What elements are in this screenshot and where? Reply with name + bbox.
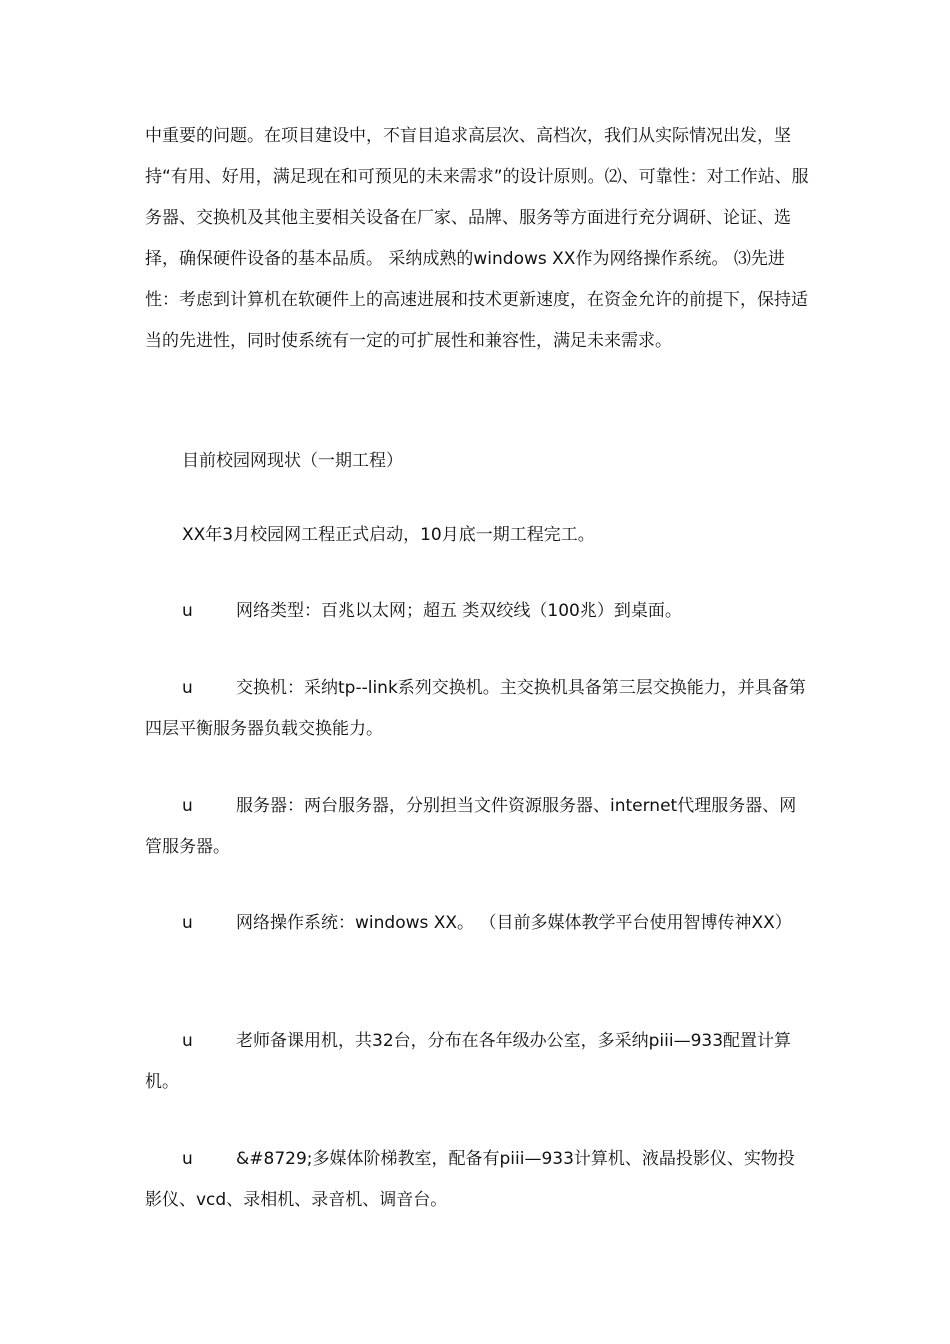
bullet-text: 服务器：两台服务器，分别担当文件资源服务器、internet代理服务器、网管服务器。 bbox=[145, 796, 797, 857]
bullet-text: 老师备课用机，共32台，分布在各年级办公室，多采纳piii—933配置计算机。 bbox=[145, 1031, 792, 1092]
bullet-text: 网络操作系统：windows XX。 （目前多媒体教学平台使用智博传神XX） bbox=[236, 913, 792, 933]
bullet-text: 网络类型：百兆以太网；超五 类双绞线（100兆）到桌面。 bbox=[236, 601, 682, 621]
bullet-teacher-computers bbox=[145, 1021, 810, 1103]
section-heading: 目前校园网现状（一期工程） bbox=[182, 451, 403, 471]
bullet-marker: u bbox=[182, 601, 193, 621]
bullet-servers bbox=[145, 786, 810, 868]
intro-paragraph: 中重要的问题。在项目建设中，不盲目追求高层次、高档次，我们从实际情况出发，坚持“有用、好用，满足现在和可预见的未来需求”的设计原则。⑵、可靠性：对工作站、服务器、交换机及其他主要相关设备在厂家、品牌、服务等方面进行充分调研、论证、选择，确保硬件设备的基本品质。 采纳成熟的windows XX作为网络操作系统。 ⑶先进性：考虑到计算机在软硬件上的高速进展和技术更新速度，在资金允许的前提下，保持适当的先进性，同时使系统有一定的可扩展性和兼容性，满足未来需求。 bbox=[145, 126, 809, 351]
bullet-marker: u bbox=[182, 913, 193, 933]
bullet-marker: u bbox=[182, 1031, 193, 1051]
bullet-marker: u bbox=[182, 796, 193, 816]
bullet-network-type bbox=[145, 591, 810, 632]
bullet-switch bbox=[145, 668, 810, 750]
bullet-text: &#8729;多媒体阶梯教室，配备有piii—933计算机、液晶投影仪、实物投影仪、vcd、录相机、录音机、调音台。 bbox=[145, 1149, 795, 1210]
bullet-marker: u bbox=[182, 678, 193, 698]
bullet-multimedia-classroom bbox=[145, 1139, 810, 1221]
project-start-paragraph: XX年3月校园网工程正式启动，10月底一期工程完工。 bbox=[182, 525, 595, 545]
bullet-marker: u bbox=[182, 1149, 193, 1169]
bullet-text: 交换机：采纳tp--link系列交换机。主交换机具备第三层交换能力，并具备第四层平衡服务器负载交换能力。 bbox=[145, 678, 806, 739]
bullet-network-os bbox=[145, 903, 810, 944]
